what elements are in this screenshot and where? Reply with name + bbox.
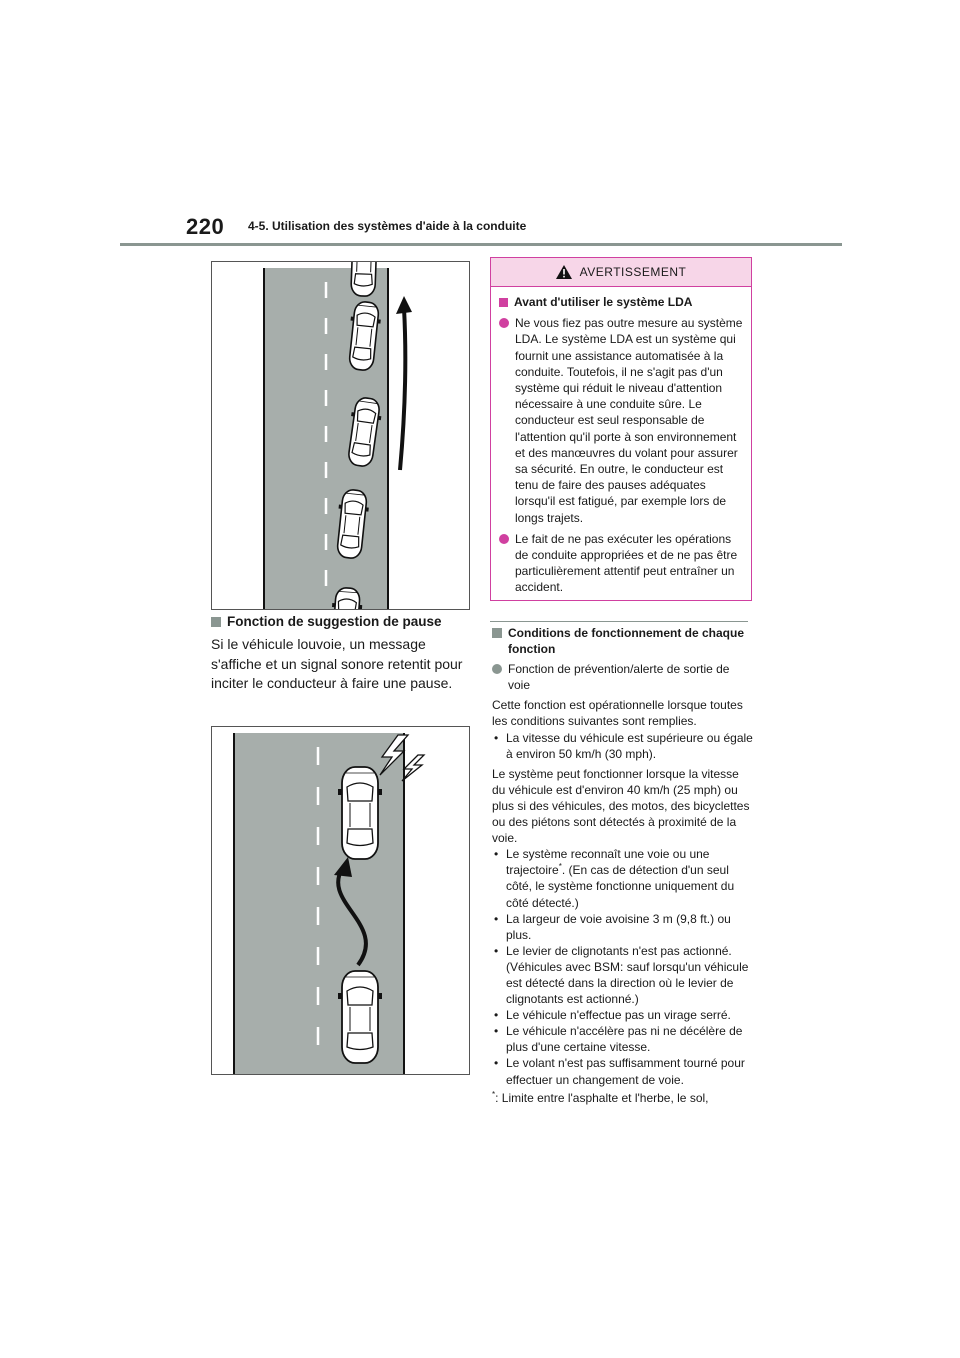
warning-triangle-icon: [556, 265, 572, 279]
conditions-heading-text: Conditions de fonctionnement de chaque fonction: [508, 626, 745, 657]
list-item: • La largeur de voie avoisine 3 m (9,8 ft.) ou plus.: [492, 911, 754, 943]
warning-item: [499, 531, 743, 596]
square-bullet-icon: [499, 298, 508, 307]
lane-drift-illustration: [211, 261, 470, 610]
operating-conditions: [492, 625, 754, 1106]
list-item: • Le véhicule n'effectue pas un virage serré.: [492, 1007, 754, 1023]
heading-pause-suggestion: [211, 614, 442, 629]
car-icon: [338, 767, 382, 859]
warning-header: [491, 258, 751, 287]
lane-conditions-list: [492, 846, 754, 1087]
pause-description: Si le véhicule louvoie, un message s'affiche et un signal sonore retentit pour inciter le conducteur à faire une pause.: [211, 636, 463, 691]
detection-paragraph: Le système peut fonctionner lorsque la vitesse du véhicule est d'environ 40 km/h (25 mph) ou plus si des véhicules, des motos, des bicyclettes ou des piétons sont détectés à proximité de la voie.: [492, 766, 750, 846]
list-item: • Le véhicule n'accélère pas ni ne décélère de plus d'une certaine vitesse.: [492, 1023, 754, 1055]
conditions-intro: Cette fonction est opérationnelle lorsque toutes les conditions suivantes sont remplies.: [492, 698, 743, 729]
section-title: 4-5. Utilisation des systèmes d'aide à la conduite: [248, 219, 527, 233]
warning-header-label: AVERTISSEMENT: [579, 265, 687, 279]
header-rule: [120, 243, 842, 246]
speed-conditions-list: [492, 730, 754, 762]
square-bullet-icon: [211, 617, 221, 627]
circle-bullet-icon: [499, 318, 509, 328]
list-item: • La vitesse du véhicule est supérieure ou égale à environ 50 km/h (30 mph).: [492, 730, 754, 762]
circle-bullet-icon: [492, 664, 502, 674]
warning-item-text: Ne vous fiez pas outre mesure au système LDA. Le système LDA est un système qui fournit une assistance automatisée à la conduite. Toutefois, il ne s'agit pas d'un système qui réduit le niveau d'attention nécessaire à une conduite sûre. Le conducteur est seul responsable de l'attention qu'il porte à son environnement et des manœuvres du volant pour assurer sa sécurité. En outre, le conducteur est tenu de faire des pauses adéquates lorsqu'il est fatigué, par exemple lors de longs trajets.: [515, 316, 743, 525]
page-number: 220: [186, 214, 225, 239]
footnote-marker: *: [558, 862, 562, 872]
function-item: [492, 661, 754, 693]
circle-bullet-icon: [499, 534, 509, 544]
car-icon: [338, 971, 382, 1063]
function-item-text: Fonction de prévention/alerte de sortie de voie: [508, 662, 730, 693]
warning-title: [499, 294, 743, 310]
warning-item: [499, 315, 743, 526]
list-item: • Le levier de clignotants n'est pas actionné. (Véhicules avec BSM: sauf lorsqu'un véhicule est détecté dans la direction où le levier de clignotants est actionné.): [492, 943, 754, 1007]
list-item: • Le système reconnaît une voie ou une trajectoire*. (En cas de détection d'un seul côté, le système fonctionne uniquement du côté détecté.): [492, 846, 754, 910]
section-rule: [490, 621, 748, 622]
footnote-marker: *: [492, 1089, 496, 1099]
square-bullet-icon: [492, 628, 502, 638]
list-item: • Le volant n'est pas suffisamment tourné pour effectuer un changement de voie.: [492, 1055, 754, 1087]
weaving-alert-illustration: [211, 726, 470, 1075]
warning-box: [490, 257, 752, 601]
warning-item-text: Le fait de ne pas exécuter les opérations de conduite appropriées et de ne pas être particulièrement attentif peut entraîner un accident.: [515, 531, 738, 595]
heading-text: Fonction de suggestion de pause: [227, 614, 442, 629]
drift-arrow: [400, 308, 405, 470]
footnote-text: : Limite entre l'asphalte et l'herbe, le sol,: [495, 1090, 709, 1105]
warning-title-text: Avant d'utiliser le système LDA: [514, 295, 693, 309]
conditions-heading: [492, 625, 754, 657]
footnote: [492, 1090, 754, 1106]
